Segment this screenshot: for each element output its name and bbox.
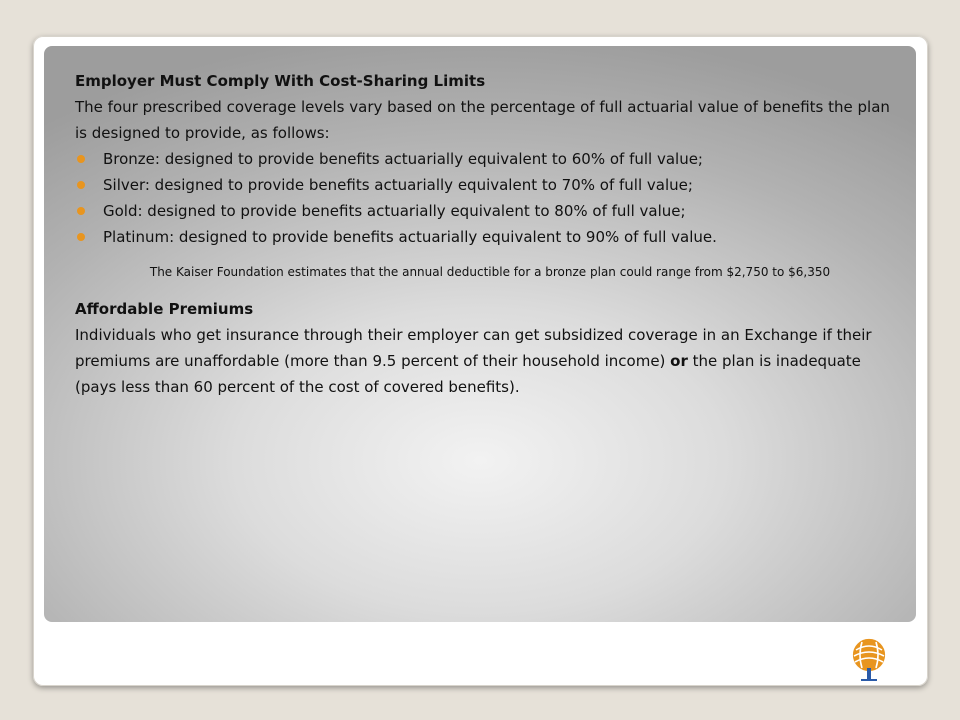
bullet-icon (77, 155, 85, 163)
list-item (75, 146, 905, 172)
level-silver: Silver: designed to provide benefits actuarially equivalent to 70% of full value; (103, 176, 693, 194)
bullet-icon (77, 207, 85, 215)
level-gold: Gold: designed to provide benefits actuarially equivalent to 80% of full value; (103, 202, 686, 220)
affordable-premiums-heading: Affordable Premiums (75, 300, 254, 318)
list-item (75, 172, 905, 198)
level-platinum: Platinum: designed to provide benefits actuarially equivalent to 90% of full value. (103, 228, 717, 246)
bullet-icon (77, 233, 85, 241)
tree-logo-icon (848, 638, 890, 682)
affordable-premiums-body (75, 322, 905, 400)
body-part-2: the plan is inadequate (pays less than 60 percent of the cost of covered benefits). (75, 352, 861, 396)
cost-sharing-heading: Employer Must Comply With Cost-Sharing Limits (75, 72, 486, 90)
level-bronze: Bronze: designed to provide benefits actuarially equivalent to 60% of full value; (103, 150, 703, 168)
coverage-levels-intro: The four prescribed coverage levels vary based on the percentage of full actuarial value of benefits the plan is designed to provide, as follows: (75, 98, 890, 142)
list-item (75, 198, 905, 224)
kaiser-note: The Kaiser Foundation estimates that the annual deductible for a bronze plan could range from $2,750 to $6,350 (149, 265, 831, 279)
coverage-levels-list (75, 146, 905, 250)
bullet-icon (77, 181, 85, 189)
slide-text (75, 68, 905, 400)
body-part-1: Individuals who get insurance through their employer can get subsidized coverage in an Exchange if their premiums are unaffordable (more than 9.5 percent of their household income) (75, 326, 872, 370)
list-item (75, 224, 905, 250)
body-bold-or: or (670, 352, 688, 370)
